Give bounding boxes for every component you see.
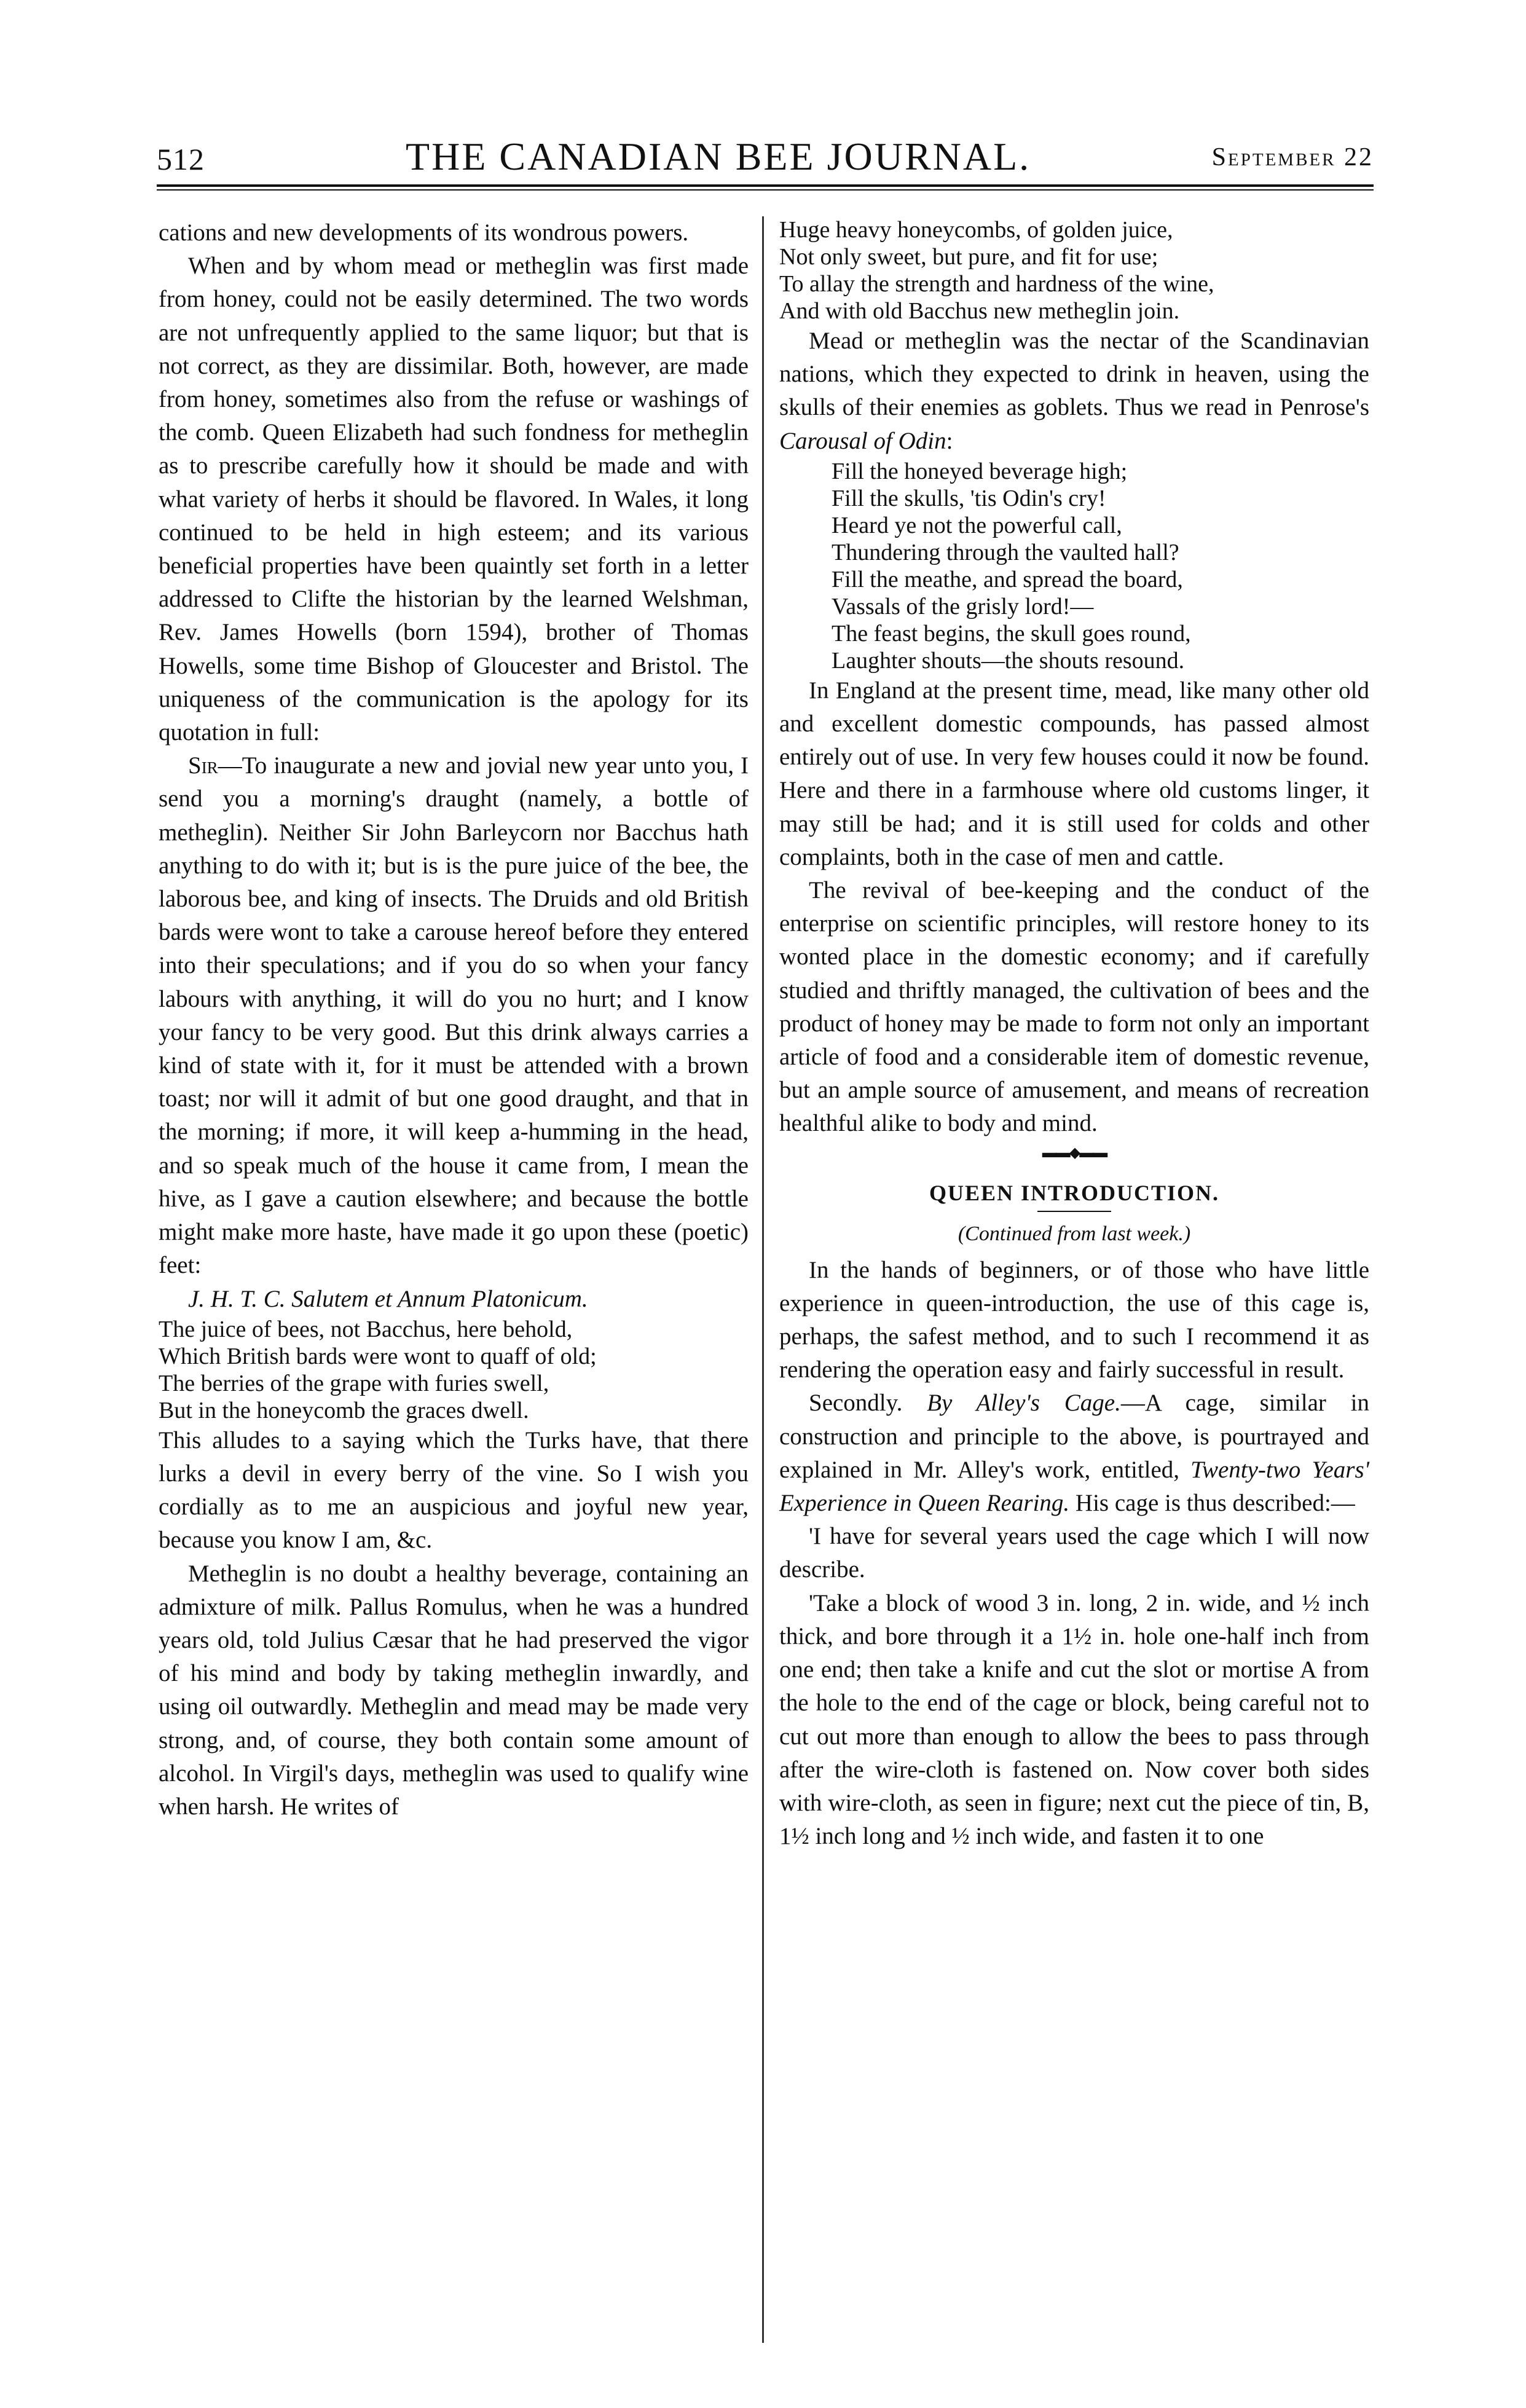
page-number: 512 bbox=[157, 142, 205, 176]
poem-line: Fill the skulls, 'tis Odin's cry! bbox=[832, 485, 1106, 511]
poem-line: Not only sweet, but pure, and fit for use; bbox=[779, 244, 1158, 270]
paragraph: In the hands of beginners, or of those who have little experience in queen-introduction, the use of this cage is, perhaps, the safest method, and to such I recommend it as rendering the operation easy and fairly successful in result. bbox=[779, 1256, 1369, 1383]
section-subheading: (Continued from last week.) bbox=[958, 1222, 1191, 1245]
poem-line: Which British bards were wont to quaff of old; bbox=[159, 1343, 597, 1369]
poem-line: To allay the strength and hardness of the wine, bbox=[779, 271, 1214, 297]
column-divider bbox=[762, 216, 764, 2343]
poem-line: Vassals of the grisly lord!— bbox=[832, 593, 1094, 620]
issue-date: September 22 bbox=[1211, 143, 1374, 171]
work-title: Carousal of Odin bbox=[779, 427, 946, 454]
paragraph: The revival of bee-keeping and the conduct of the enterprise on scientific principles, will restore honey to its wonted place in the domestic economy; and if carefully studied and thriftly managed, the cultivation of bees and the product of honey may be made to form not only an important article of food and a considerable item of domestic revenue, but an ample source of amusement, and means of recreation healthful alike to body and mind. bbox=[779, 877, 1369, 1137]
letter-salutation-word: Sir bbox=[188, 752, 218, 779]
poem-line: And with old Bacchus new metheglin join. bbox=[779, 298, 1180, 324]
paragraph-text: His cage is thus described:— bbox=[1075, 1490, 1355, 1517]
poem-line: Heard ye not the powerful call, bbox=[832, 512, 1122, 538]
paragraph: cations and new developments of its wondrous powers. bbox=[159, 219, 689, 246]
poem-line: The juice of bees, not Bacchus, here behold, bbox=[159, 1316, 573, 1342]
paragraph: This alludes to a saying which the Turks have, that there lurks a devil in every berry of the vine. So I wish you cordially as to me an auspicious and joyful new year, because you know I am, &c. bbox=[159, 1426, 749, 1554]
poem-line: Laughter shouts—the shouts resound. bbox=[832, 647, 1185, 674]
poem bbox=[779, 216, 1369, 325]
paragraph-text: Secondly. bbox=[809, 1390, 903, 1417]
paragraph: 'Take a block of wood 3 in. long, 2 in. wide, and ½ inch thick, and bore through it a 1½ in. hole one-half inch from one end; then take a knife and cut the slot or mortise A from the hole to the end of the cage or block, being careful not to cut out more than enough to allow the bees to pass through after the wire-cloth is fastened on. Now cover both sides with wire-cloth, as seen in figure; next cut the piece of tin, B, 1½ inch long and ½ inch wide, and fasten it to one bbox=[779, 1589, 1369, 1850]
poem-line: Thundering through the vaulted hall? bbox=[832, 539, 1179, 565]
header-rule bbox=[157, 184, 1374, 187]
punctuation: : bbox=[946, 427, 953, 454]
letter-text: —To inaugurate a new and jovial new year unto you, I send you a morning's draught (namely, a bottle of metheglin). Neither Sir John Barleycorn nor Bacchus hath anything to do with it; but is is the pure juice of the bee, the laborous bee, and king of insects. The Druids and old British bards were wont to take a carouse hereof before they entered into their speculations; and if you do so when your fancy labours with anything, it will do you no hurt; and I know your fancy to be very good. But this drink always carries a kind of state with it, for it must be attended with a brown toast; nor will it admit of but one good draught, and that in the morning; if more, it will keep a-humming in the head, and so speak much of the house it came from, I mean the hive, as I gave a caution elsewhere; and because the bottle might make more haste, have made it go upon these (poetic) feet: bbox=[159, 752, 749, 1279]
poem-line: The berries of the grape with furies swell, bbox=[159, 1370, 549, 1396]
paragraph: Metheglin is no doubt a healthy beverage, containing an admixture of milk. Pallus Romulus, when he was a hundred years old, told Julius Cæsar that he had preserved the vigor of his mind and body by taking metheglin inwardly, and using oil outwardly. Metheglin and mead may be made very strong, and, of course, they both contain some amount of alcohol. In Virgil's days, metheglin was used to qualify wine when harsh. He writes of bbox=[159, 1560, 749, 1820]
left-column bbox=[159, 216, 749, 1824]
poem-line: But in the honeycomb the graces dwell. bbox=[159, 1397, 529, 1423]
paragraph bbox=[779, 1387, 1369, 1520]
letter-paragraph bbox=[159, 749, 749, 1282]
section-heading: QUEEN INTRODUCTION. bbox=[929, 1180, 1220, 1205]
poem-line: Huge heavy honeycombs, of golden juice, bbox=[779, 217, 1173, 243]
page-header bbox=[157, 134, 1374, 189]
right-column bbox=[779, 216, 1369, 1853]
header-rule-thin bbox=[157, 189, 1374, 191]
journal-title: THE CANADIAN BEE JOURNAL. bbox=[406, 135, 1031, 178]
poem bbox=[159, 1316, 749, 1424]
paragraph: 'I have for several years used the cage which I will now describe. bbox=[779, 1523, 1369, 1583]
book-title: Twenty-two Years' Experience in Queen Rearing. bbox=[779, 1456, 1369, 1517]
poem-line: Fill the honeyed beverage high; bbox=[832, 458, 1128, 484]
heading-rule bbox=[1037, 1211, 1111, 1212]
subsection-title: By Alley's Cage. bbox=[927, 1390, 1121, 1417]
paragraph-text: Mead or metheglin was the nectar of the Scandinavian nations, which they expected to drink in heaven, using the skulls of their enemies as goblets. Thus we read in Penrose's bbox=[779, 328, 1369, 421]
poem-line: The feast begins, the skull goes round, bbox=[832, 620, 1191, 647]
odin-poem bbox=[779, 458, 1369, 674]
paragraph: In England at the present time, mead, like many other old and excellent domestic compounds, has passed almost entirely out of use. In very few houses could it now be found. Here and there in a farmhouse where old customs linger, it may still be had; and it is still used for colds and other complaints, both in the case of men and cattle. bbox=[779, 677, 1369, 870]
poem-line: Fill the meathe, and spread the board, bbox=[832, 566, 1183, 592]
paragraph bbox=[779, 325, 1369, 458]
paragraph-text: —A cage, similar in construction and principle to the above, is pourtrayed and explained in Mr. Alley's work, entitled, bbox=[779, 1390, 1370, 1483]
latin-salutation: J. H. T. C. Salutem et Annum Platonicum. bbox=[188, 1285, 588, 1312]
paragraph: When and by whom mead or metheglin was first made from honey, could not be easily determined. The two words are not unfrequently applied to the same liquor; but that is not correct, as they are dissimilar. Both, however, are made from honey, sometimes also from the refuse or washings of the comb. Queen Elizabeth had such fondness for metheglin as to prescribe carefully how it should be made and with what variety of herbs it should be flavored. In Wales, it long continued to be held in high esteem; and its various beneficial properties have been quaintly set forth in a letter addressed to Clifte the historian by the learned Welshman, Rev. James Howells (born 1594), brother of Thomas Howells, some time Bishop of Gloucester and Bristol. The uniqueness of the communication is the apology for its quotation in full: bbox=[159, 253, 749, 746]
ornament-divider: ▬▬◆▬▬ bbox=[1042, 1144, 1107, 1161]
